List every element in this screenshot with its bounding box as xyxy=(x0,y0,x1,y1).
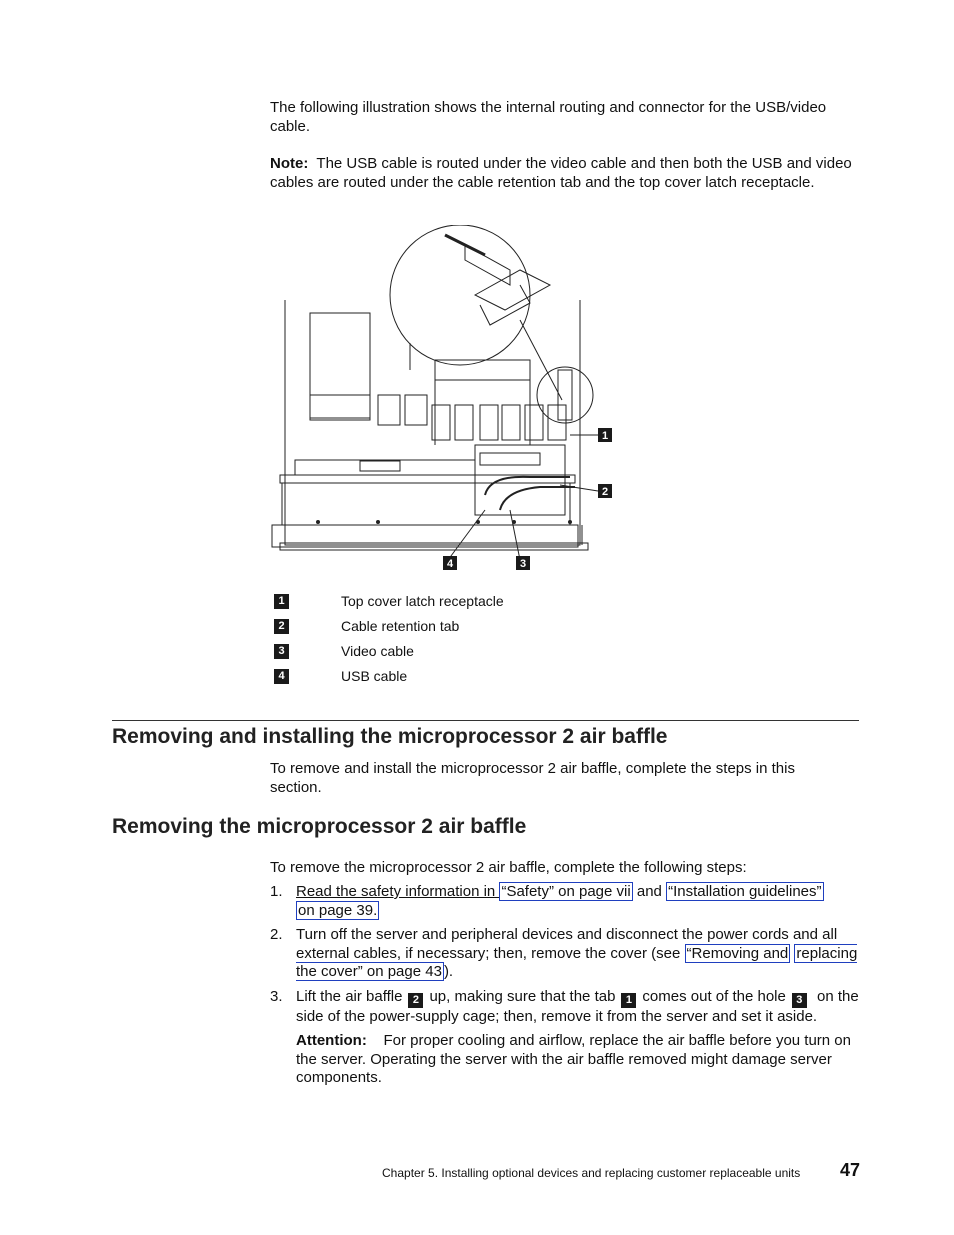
figure-callout-3 xyxy=(516,556,530,570)
attention-text: For proper cooling and airflow, replace the air baffle before you turn on the server. Operating the server with the air baffle removed might damage server components. xyxy=(296,1032,851,1086)
step-text: Read the safety information in xyxy=(296,883,500,900)
figure-callout-4 xyxy=(443,556,457,570)
step-number: 3. xyxy=(270,987,283,1005)
removing-cover-link-cont[interactable]: replacing the cover” on page 43 xyxy=(296,944,858,980)
safety-link[interactable]: “Safety” on page vii xyxy=(501,883,631,900)
note-text: The USB cable is routed under the video cable and then both the USB and video cables are routed under the cable retention tab and the top cover latch receptacle. xyxy=(270,155,852,191)
step-number: 1. xyxy=(270,883,283,900)
footer-chapter: Chapter 5. Installing optional devices and replacing customer replaceable units xyxy=(382,1166,801,1180)
legend-label: Cable retention tab xyxy=(341,618,460,634)
installation-guidelines-link-cont[interactable]: on page 39. xyxy=(298,901,378,919)
step-text: and xyxy=(632,883,667,900)
legend-number: 4 xyxy=(274,669,289,684)
section-intro: To remove and install the microprocessor 2 air baffle, complete the steps in this section. xyxy=(270,760,795,796)
callout-badge: 3 xyxy=(792,993,807,1008)
subsection-intro: To remove the microprocessor 2 air baffle, complete the following steps: xyxy=(270,859,747,876)
section-heading: Removing and installing the microprocessor 2 air baffle xyxy=(112,725,668,748)
step-1 xyxy=(270,883,860,920)
legend-label: Top cover latch receptacle xyxy=(341,593,504,609)
subsection-heading: Removing the microprocessor 2 air baffle xyxy=(112,815,527,838)
intro-text: The following illustration shows the internal routing and connector for the USB/video cable. xyxy=(270,99,827,135)
page-number: 47 xyxy=(839,1160,860,1180)
legend-label: Video cable xyxy=(341,643,414,659)
step-text: up, making sure that the tab xyxy=(429,987,616,1005)
section-divider xyxy=(112,720,859,721)
attention-label: Attention: xyxy=(296,1032,367,1049)
step-number: 2. xyxy=(270,926,283,943)
legend-label: USB cable xyxy=(341,668,408,684)
callout-badge: 1 xyxy=(621,993,636,1008)
note-paragraph xyxy=(270,155,862,192)
step-text: Lift the air baffle xyxy=(296,987,403,1005)
removing-cover-link[interactable]: “Removing and xyxy=(686,944,789,962)
installation-guidelines-link[interactable]: “Installation guidelines” xyxy=(668,883,822,900)
step-text: on the side of the power-supply cage; then, remove it from the server and set it aside. xyxy=(296,987,859,1025)
step-3 xyxy=(270,988,860,1088)
note-label: Note: xyxy=(270,155,309,172)
legend-number: 1 xyxy=(274,594,289,609)
svg-text:3: 3 xyxy=(519,558,527,570)
svg-text:4: 4 xyxy=(446,558,454,570)
figure-callout-1 xyxy=(598,428,612,442)
page-footer xyxy=(380,1160,860,1184)
legend-number: 3 xyxy=(274,644,289,659)
svg-text:1: 1 xyxy=(601,430,609,442)
step-text: ). xyxy=(443,963,454,980)
svg-text:2: 2 xyxy=(601,486,609,498)
usb-video-cable-illustration xyxy=(270,225,620,575)
figure-callout-2 xyxy=(598,484,612,498)
steps-list xyxy=(270,883,860,1093)
attention-note xyxy=(296,1032,860,1088)
intro-paragraph xyxy=(270,99,862,136)
step-text: Turn off the server and peripheral devices and disconnect the power cords and all external cables, if necessary; then, remove the cover (see xyxy=(296,926,838,962)
legend-number: 2 xyxy=(274,619,289,634)
callout-badge: 2 xyxy=(408,993,423,1008)
step-text: comes out of the hole xyxy=(642,987,786,1005)
step-2 xyxy=(270,926,860,982)
